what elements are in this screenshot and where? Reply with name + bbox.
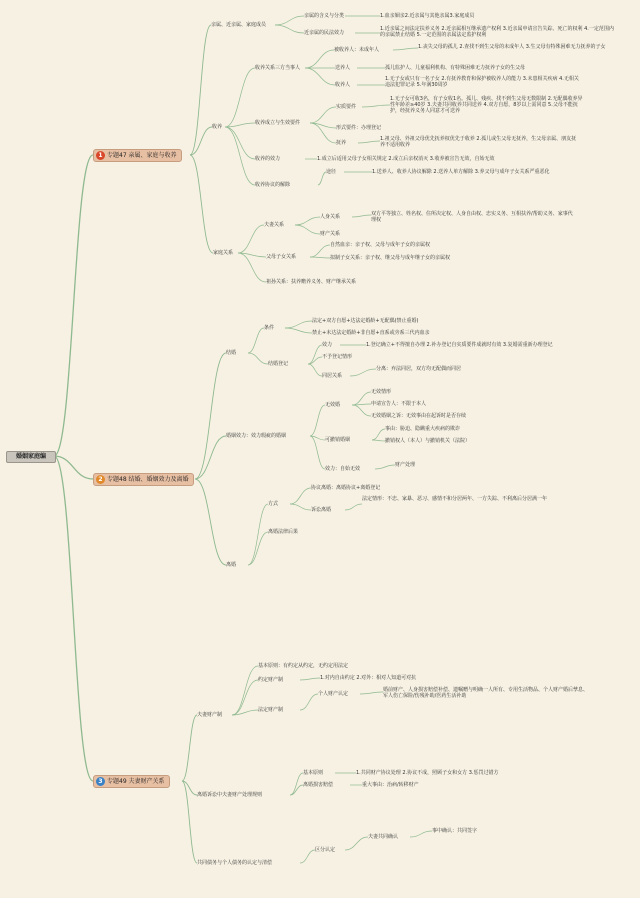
node-divorce-damages: 离婚损害赔偿 [303, 782, 334, 788]
node-adopter: 收养人 [335, 82, 351, 88]
node-joint-confirmation-detail: 事中确认：共同签字 [432, 828, 478, 834]
node-litigation-divorce: 诉讼离婚 [311, 507, 332, 513]
node-basic-rules: 基本原则 [303, 770, 324, 776]
node-divorce: 离婚 [226, 562, 237, 568]
node-conditions: 条件 [264, 325, 275, 331]
node-placer-detail: 孤儿监护人、儿童福利机构、有特殊困难无力抚养子女的生父母 [385, 65, 526, 71]
node-agreement-divorce: 协议离婚：离婚协议+离婚登记 [311, 485, 381, 491]
node-near-kin-effect: 近亲属的民法效力 [304, 30, 345, 36]
topic-number-badge: 2 [96, 475, 105, 484]
node-basic-principle: 基本原则：有约定从约定，无约定用法定 [258, 663, 349, 669]
node-adoptee: 被收养人：未成年人 [334, 47, 380, 53]
node-voidable-reasons: 事由：胁迫、隐瞒重大疾病的欺诈 [385, 426, 461, 432]
node-litigation-divorce-detail: 法定情形：不忠、家暴、恶习、感情不和分居两年、一方失踪、不利离后分居满一年 [362, 496, 548, 502]
topic-48-node [93, 473, 194, 486]
node-registration-effect: 效力 [322, 342, 333, 348]
node-grandparent: 祖孙关系：扶养赡养义务、财产继承关系 [266, 279, 357, 285]
node-formal-req: 形式要件：办理登记 [336, 125, 382, 131]
node-joint-confirmation: 夫妻共同确认 [368, 834, 399, 840]
node-cohabitation-detail: 分离：弃法同居，双方均无配偶而同居 [376, 366, 462, 372]
node-spouse-relation: 夫妻关系 [264, 222, 285, 228]
node-adoption-parties: 收养关系三方当事人 [255, 65, 301, 71]
node-kinship-meaning: 亲属的含义与分类 [304, 13, 345, 19]
node-fictive-kin: 拟制子女关系：亲子权、继父母与成年继子女的亲属权 [330, 255, 451, 261]
root-node: 婚姻家庭编 [6, 451, 56, 463]
node-conditions-legal: 法定+双方自愿+达法定婚龄+无配偶(禁止重婚) [312, 318, 419, 324]
node-voidable-holder: 撤销权人（本人）与撤销机关（法院） [385, 438, 471, 444]
node-adoption-validity: 收养成立与生效要件 [255, 120, 301, 126]
topic-label: 专题49 夫妻财产关系 [107, 778, 165, 785]
topic-47-node [93, 149, 182, 162]
node-cohabitation: 同居关系 [322, 373, 343, 379]
topic-number-badge: 3 [96, 777, 105, 786]
node-adoption: 收养 [212, 124, 223, 130]
node-divorce-consequence: 离婚法律后果 [268, 529, 299, 535]
node-divorce-property-rules: 离婚诉讼中夫妻财产处理规则 [197, 792, 263, 798]
node-marriage-validity: 婚姻效力：效力瑕疵的婚姻 [226, 433, 287, 439]
node-joint-debt: 共同债务与个人债务的认定与清偿 [197, 860, 273, 866]
node-no-registration: 不予登记情形 [322, 354, 353, 360]
topic-label: 专题47 亲属、家庭与收养 [107, 152, 177, 159]
node-basic-rules-detail: 1.共同财产协议处理 2.协议不成，照顾子女和女方 3.惩罚过错方 [356, 770, 499, 776]
node-raising-detail: 1.祖父母、外祖父母优先抚养权优先于收养 2.孤儿或生父母无抚养，生父母亲属、朋友抚养不适用收养 [380, 136, 577, 148]
node-agreed-property: 约定财产制 [258, 677, 284, 683]
topic-label: 专题48 结婚、婚姻效力及离婚 [107, 476, 189, 483]
node-natural-kin: 自然血亲：亲子权、父母与成年子女的亲属权 [330, 242, 431, 248]
node-personal-property: 个人财产认定 [318, 691, 349, 697]
node-void-cases: 无效情形 [371, 389, 392, 395]
node-property-handling: 财产处理 [395, 462, 416, 468]
node-dissolution-route: 途径 [326, 169, 337, 175]
node-substantive-req-detail: 1.无子女可收3名，有子女收1名。孤儿、残疾、找不到生父母无数限制 2.无配偶收养异性年龄差≥40岁 3.夫妻共同收养共同送养 4.双方自愿，8岁以上需同意 5.父母不能抚护，经抚养义务人同意才可送养 [390, 96, 583, 114]
node-kinship: 亲属、近亲属、家庭成员 [211, 22, 267, 28]
node-substantive-req: 实质要件 [336, 104, 357, 110]
node-conditions-prohibited: 禁止+未达法定婚龄+非自愿+直系或旁系三代内血亲 [312, 330, 430, 336]
node-void-suit: 无效婚姻之诉：无效事由在起诉时是否存续 [371, 413, 467, 419]
node-property-system: 夫妻财产制 [197, 712, 223, 718]
node-debt-distinction: 区分认定 [315, 847, 336, 853]
node-voidable-marriage: 可撤销婚姻 [325, 437, 351, 443]
node-kinship-meaning-detail: 1.血亲姻亲2.近亲属与其他亲属3.家庭成员 [380, 13, 475, 19]
node-marriage-registration: 结婚登记 [268, 361, 289, 367]
node-void-applicant: 申请宣告人：不限于本人 [371, 401, 427, 407]
node-personal-relation-detail: 双方平等独立、姓名权、住所决定权、人身自由权、忠实义务、互相扶养/帮助义务、家事代理权 [371, 211, 573, 223]
topic-number-badge: 1 [96, 151, 105, 160]
node-marriage: 结婚 [226, 350, 237, 356]
node-property-relation: 财产关系 [320, 231, 341, 237]
node-personal-relation: 人身关系 [320, 214, 341, 220]
node-void-effect: 效力：自始无效 [325, 466, 361, 472]
topic-49-node [93, 775, 170, 788]
node-near-kin-effect-detail: 1.近亲属之间法定扶养义务 2.近亲属相互继承遗产权利 3.近亲属申请宣告失踪、死亡的权利 4.一定范围内的亲属禁止结婚 5.一定范围的亲属法定监护权利 [380, 26, 614, 38]
node-raising: 抚养 [336, 140, 347, 146]
node-personal-property-detail: 婚前财产、人身损害赔偿补偿、遗嘱赠与明确一人所有、专用生活物品、个人财产婚后孳息、军人伤亡保险/伤残补助/医药生活补助 [383, 687, 589, 699]
node-registration-effect-detail: 1.登记确立+不得擅自办理 2.补办登记自实质要件成就时有效 3.复婚需重新办理登记 [366, 342, 553, 348]
node-family-relations: 家庭关系 [213, 250, 234, 256]
node-adoption-effect-detail: 1.成立后适用父母子女相关规定 2.成立后亲权消灭 3.收养被宣告无效，自始无效 [317, 156, 495, 162]
node-divorce-damages-detail: 重大事由：治病/转移财产 [362, 782, 419, 788]
node-void-marriage: 无效婚 [325, 402, 341, 408]
node-adopter-detail: 1.无子女或只有一名子女 2.有抚养教育和保护被收养人的能力 3.未患相关疾病 4.无相关违法犯罪记录 5.年满30周岁 [385, 76, 579, 88]
node-placer: 送养人 [335, 65, 351, 71]
node-parent-child: 父母子女关系 [266, 254, 297, 260]
node-agreed-property-detail: 1.对内自由约定 2.对外：相对人知道可对抗 [320, 675, 417, 681]
node-adoption-effect: 收养的效力 [255, 156, 281, 162]
node-divorce-method: 方式 [268, 501, 279, 507]
node-adoption-dissolution: 收养协议的解除 [255, 182, 291, 188]
node-adoptee-detail: 1.丧失父母的孤儿 2.查找不到生父母的未成年人 3.生父母有特殊困难无力抚养的子女 [418, 44, 606, 50]
node-dissolution-route-detail: 1.送养人、收养人协议解除 2.送养人单方解除 3.养父母与成年子女关系严重恶化 [372, 169, 550, 175]
node-statutory-property: 法定财产制 [258, 707, 284, 713]
